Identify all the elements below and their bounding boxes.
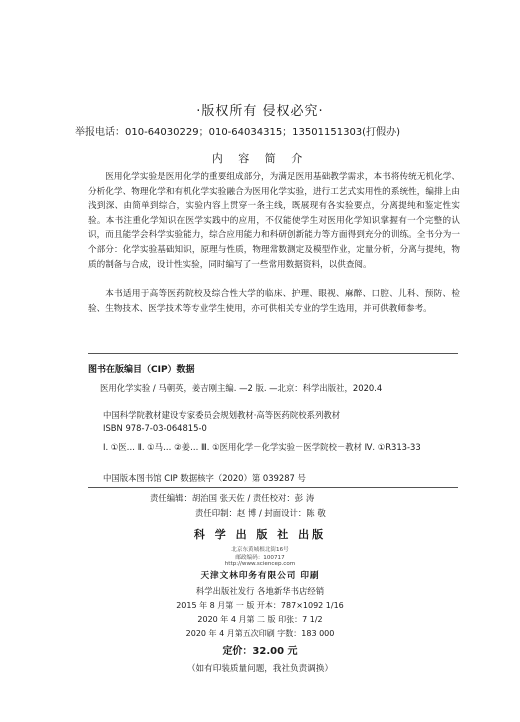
cip-title: 图书在版编目（CIP）数据	[88, 365, 195, 375]
cip-divider-bottom	[88, 487, 458, 488]
quality-note: （如有印装质量问题，我社负责调换）	[186, 664, 334, 674]
cip-line: 医用化学实验 / 马朝英，姜吉刚主编. —2 版. —北京：科学出版社，2020.4	[100, 383, 383, 393]
editor-credits: 责任编辑：胡治国 张天佐 / 责任校对：彭 涛	[150, 493, 315, 503]
cip-divider-top	[88, 353, 458, 354]
publisher-url: http://www.sciencep.com	[224, 561, 296, 567]
report-hotline: 举报电话：010-64030229；010-64034315；13501151303(打假办)	[75, 127, 400, 138]
production-credits: 责任印制：赵 博 / 封面设计：陈 敬	[195, 508, 326, 518]
intro-heading: 内 容 简 介	[211, 152, 309, 165]
cip-record-number: 中国版本图书馆 CIP 数据核字（2020）第 039287 号	[103, 473, 306, 483]
publisher-name: 科 学 出 版 社 出版	[193, 528, 327, 541]
price: 定价：32.00 元	[222, 646, 298, 657]
cip-isbn: ISBN 978-7-03-064815-0	[103, 423, 207, 433]
edition-line: 2020 年 4 月第 二 版 印张：7 1/2	[197, 615, 323, 624]
edition-line: 2015 年 8 月第 一 版 开本：787×1092 1/16	[176, 601, 344, 610]
printer: 天津文林印务有限公司 印刷	[200, 571, 320, 581]
edition-line: 2020 年 4 月第五次印刷 字数：183 000	[185, 629, 335, 638]
intro-paragraph: 医用化学实验是医用化学的重要组成部分，为满足医用基础教学需求，本书将传统无机化学、分析化学、物理化学和有机化学实验融合为医用化学实验，进行工艺式实用性的系统性，编排上由浅到深、由简单到综合，实验内容上贯穿一条主线，既展现有各实验要点，分离提纯和鉴定性实验。本书注重化学知识在医学实践中的应用，不仅能使学生对医用化学知识掌握有一个完整的认识，而且能学会科学实验能力，综合应用能力和科研创新能力等方面得到充分的训练。全书分为一个部分：化学实验基础知识，原理与性质，物理常数测定及模型作业，定量分析，分离与提纯，物质的制备与合成，设计性实验，同时编写了一些常用数据资料，以供查阅。	[88, 172, 460, 270]
cip-line: 中国科学院教材建设专家委员会规划教材·高等医药院校系列教材	[103, 410, 341, 420]
publisher-address: 北京东黄城根北街16号	[231, 547, 289, 553]
intro-paragraph: 本书适用于高等医药院校及综合性大学的临床、护理、眼视、麻醉、口腔、儿科、预防、检验、生物技术、医学技术等专业学生使用，亦可供相关专业的学生选用，并可供教师参考。	[88, 289, 460, 314]
distributor: 科学出版社发行 各地新华书店经销	[195, 586, 325, 596]
publisher-zip: 邮政编码：100717	[235, 555, 285, 561]
cip-classification: Ⅰ. ①医… Ⅱ. ①马… ②姜… Ⅲ. ①医用化学－化学实验－医学院校－教材 Ⅳ. ①R313-33	[103, 442, 421, 452]
copyright-notice: ·版权所有 侵权必究·	[196, 104, 324, 119]
